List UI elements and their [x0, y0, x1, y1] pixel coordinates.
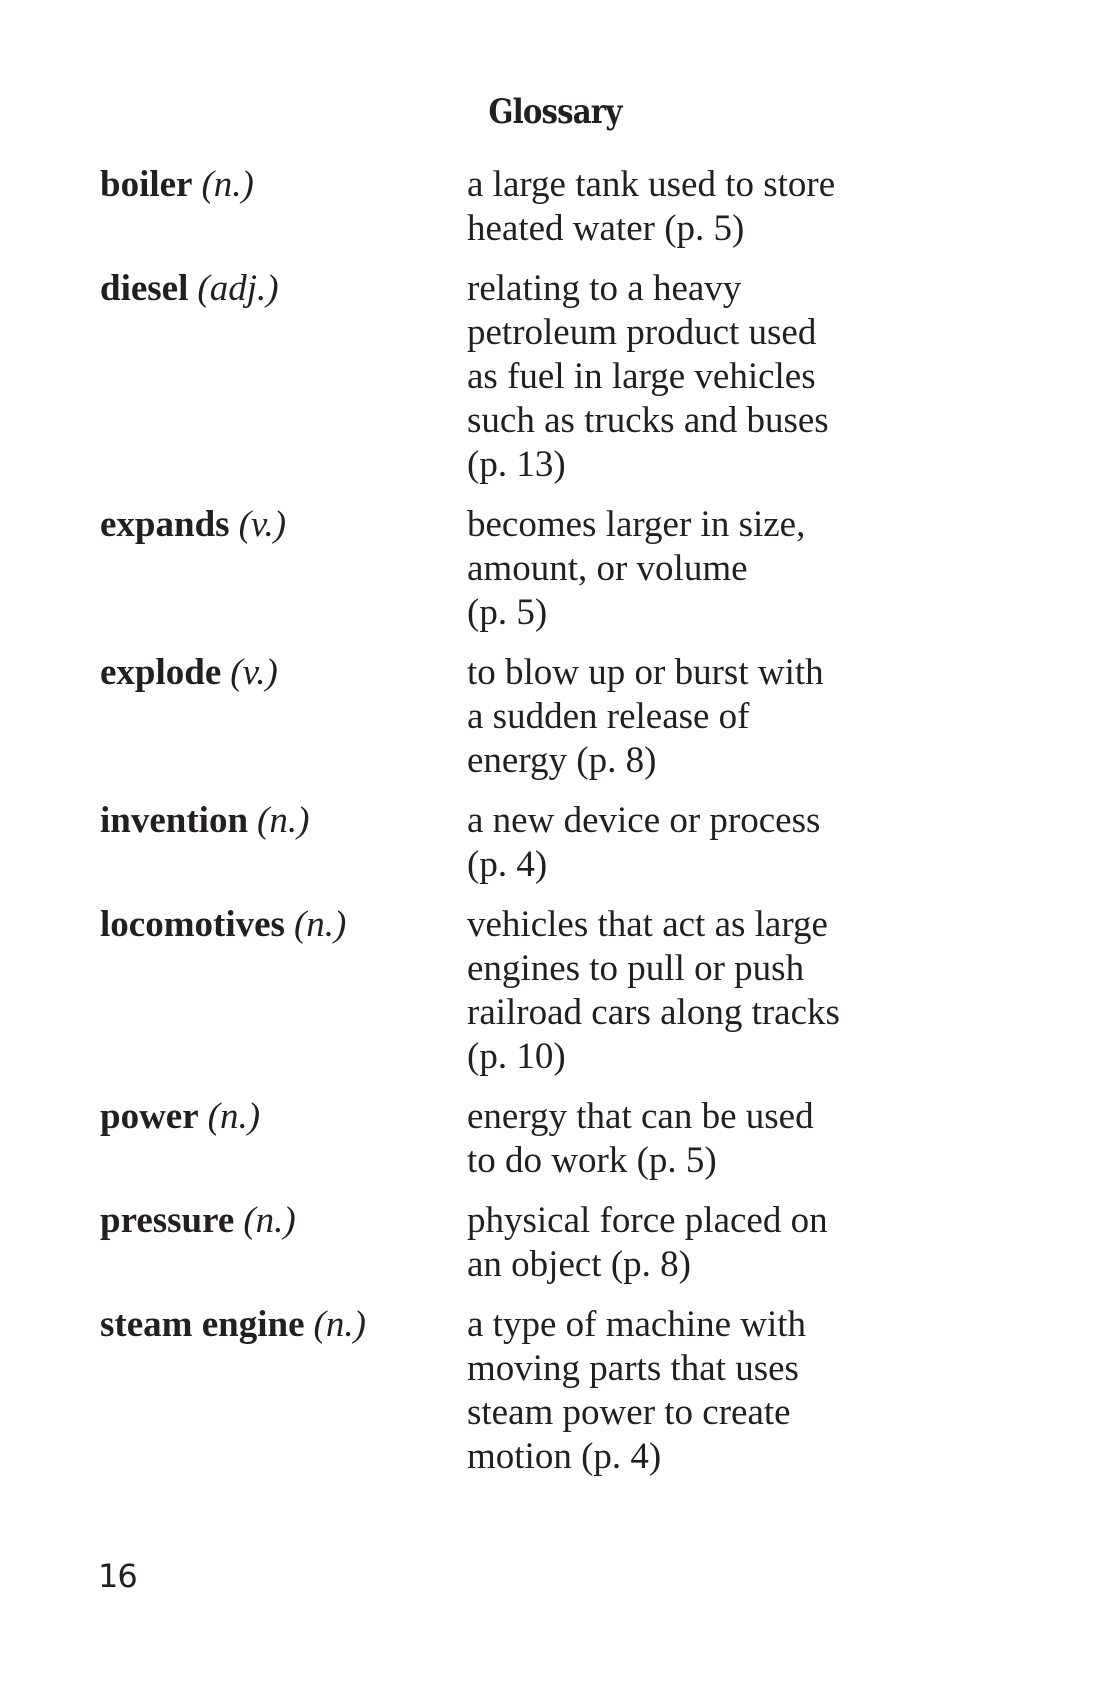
- glossary-definition: a large tank used to store heated water (p. 5): [467, 164, 836, 249]
- glossary-term: [100, 1303, 467, 1479]
- part-of-speech: (n.): [313, 1304, 366, 1345]
- glossary-term: [100, 267, 467, 487]
- glossary-entry-pressure: [100, 1199, 940, 1287]
- glossary-term: [100, 503, 467, 635]
- term-word: explode: [100, 652, 222, 693]
- glossary-term: [100, 799, 467, 887]
- page-title: Glossary: [488, 92, 622, 132]
- term-word: steam engine: [100, 1304, 305, 1345]
- glossary-term: [100, 903, 467, 1079]
- glossary-list: [100, 163, 940, 1495]
- part-of-speech: (n.): [201, 164, 254, 205]
- term-word: invention: [100, 800, 249, 841]
- term-word: power: [100, 1096, 199, 1137]
- part-of-speech: (n.): [293, 904, 347, 945]
- glossary-definition: a type of machine with moving parts that uses steam power to create motion (p. 4): [467, 1304, 807, 1477]
- glossary-definition: to blow up or burst with a sudden release of energy (p. 8): [467, 652, 824, 781]
- glossary-entry-diesel: [100, 267, 940, 487]
- glossary-entry-invention: [100, 799, 940, 887]
- glossary-entry-boiler: [100, 163, 940, 251]
- part-of-speech: (v.): [230, 652, 278, 693]
- glossary-term: [100, 1199, 467, 1287]
- part-of-speech: (v.): [238, 504, 287, 545]
- term-word: boiler: [100, 164, 193, 205]
- glossary-definition: vehicles that act as large engines to pull or push railroad cars along tracks (p. 10): [467, 904, 840, 1077]
- glossary-definition: physical force placed on an object (p. 8): [467, 1200, 828, 1285]
- glossary-entry-power: [100, 1095, 940, 1183]
- glossary-term: [100, 1095, 467, 1183]
- glossary-entry-explode: [100, 651, 940, 783]
- term-word: locomotives: [100, 904, 285, 945]
- part-of-speech: (n.): [207, 1096, 261, 1137]
- glossary-definition: a new device or process (p. 4): [467, 800, 821, 885]
- term-word: expands: [100, 504, 230, 545]
- part-of-speech: (n.): [257, 800, 310, 841]
- glossary-definition: energy that can be used to do work (p. 5): [467, 1096, 814, 1181]
- glossary-entry-locomotives: [100, 903, 940, 1079]
- glossary-entry-expands: [100, 503, 940, 635]
- part-of-speech: (n.): [243, 1200, 296, 1241]
- glossary-term: [100, 163, 467, 251]
- glossary-entry-steam-engine: [100, 1303, 940, 1479]
- glossary-term: [100, 651, 467, 783]
- page-number: 16: [98, 1557, 137, 1595]
- part-of-speech: (adj.): [197, 268, 279, 309]
- glossary-definition: relating to a heavy petroleum product used as fuel in large vehicles such as trucks and buses (p. 13): [467, 268, 829, 485]
- term-word: diesel: [100, 268, 189, 309]
- term-word: pressure: [100, 1200, 235, 1241]
- glossary-definition: becomes larger in size, amount, or volume (p. 5): [467, 504, 806, 633]
